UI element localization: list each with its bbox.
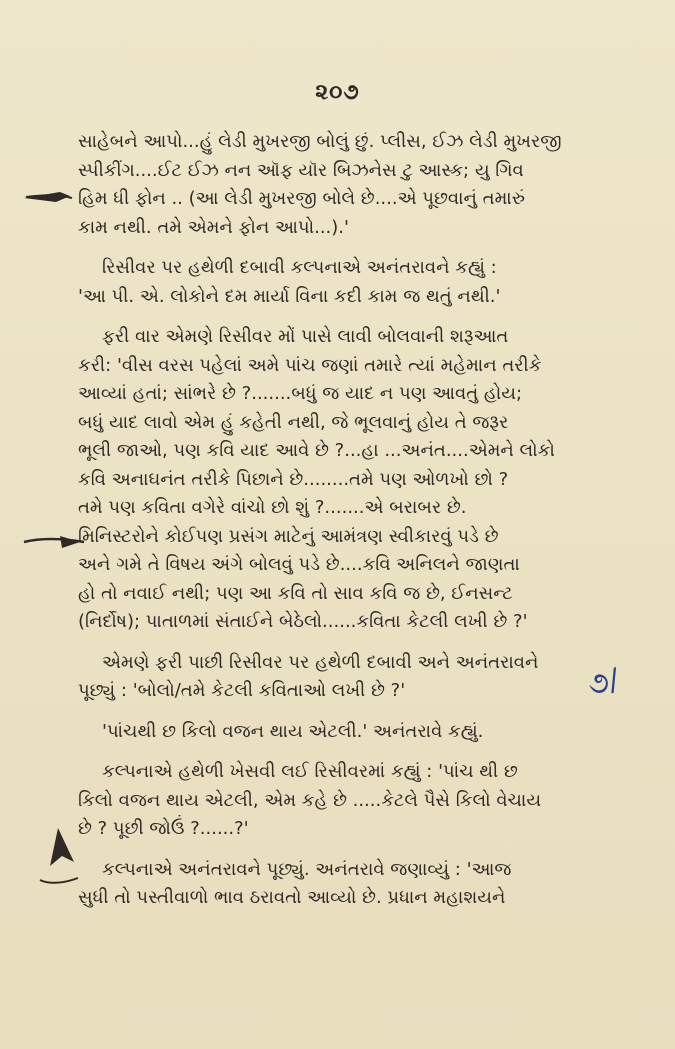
text-line: અને ગમે તે વિષય અંગે બોલવું પડે છે....કવિ અનિલને જાણતા (78, 554, 520, 575)
text-line: હિમ ધી ફોન .. (આ લેડી મુખરજી બોલે છે....એ પૂછવાનું તમારું (78, 188, 525, 209)
text-line: ભૂલી જાઓ, પણ કવિ યાદ આવે છે ?...હા ...અનંત....એમને લોકો (78, 440, 555, 461)
paragraph-long-speech (78, 323, 618, 637)
text-line: હો તો નવાઈ નથી; પણ આ કવિ તો સાવ કવિ જ છે, ઈનસન્ટ (78, 582, 513, 604)
text-line: સ્પીકીંગ....ઈટ ઈઝ નન ઑફ યૉર બિઝનેસ ટુ આસ્ક; યુ ગિવ (78, 159, 524, 181)
text-line: સુધી તો પસ્તીવાળો ભાવ ઠરાવતો આવ્યો છે. પ્રધાન મહાશયને (78, 887, 506, 908)
text-line: કલ્પનાએ હથેળી ખેસવી લઈ રિસીવરમાં કહ્યું : 'પાંચ થી છ (102, 761, 518, 782)
text-line: કરી: 'વીસ વરસ પહેલાં અમે પાંચ જણાં તમારે ત્યાં મહેમાન તરીકે (78, 354, 542, 376)
text-line: તમે પણ કવિતા વગેરે વાંચો છો શું ?.......એ બરાબર છે. (78, 497, 467, 518)
text-line: પૂછ્યું : 'બોલો/તમે કેટલી કવિતાઓ લખી છે ?' (78, 680, 406, 701)
text-line: બધું યાદ લાવો એમ હું કહેતી નથી, જે ભૂલવાનું હોય તે જરૂર (78, 411, 509, 433)
text-line: કલ્પનાએ અનંતરાવને પૂછ્યું. અનંતરાવે જણાવ્યું : 'આજ (102, 858, 512, 880)
margin-annotation-seven: ૭/ (584, 662, 623, 703)
paragraph-answer (78, 718, 618, 747)
paragraph-relay (78, 758, 618, 844)
text-line: (નિર્દોષ); પાતાળમાં સંતાઈને બેઠેલો......કવિતા કેટલી લખી છે ?' (78, 611, 528, 632)
text-line: આવ્યાં હતાં; સાંભરે છે ?.......બધું જ યાદ ન પણ આવતું હોય; (78, 383, 523, 404)
text-line: 'આ પી. એ. લોકોને દમ માર્યા વિના કદી કામ જ થતું નથી.' (78, 285, 501, 307)
text-line: મિનિસ્ટરોને કોઈપણ પ્રસંગ માટેનું આમંત્રણ સ્વીકારવું પડે છે (78, 525, 499, 547)
page-number: ૨૦૭ (315, 80, 360, 105)
text-line: ફરી વાર એમણે રિસીવર મોં પાસે લાવી બોલવાની શરૂઆત (102, 326, 509, 347)
paragraph-question (78, 649, 618, 706)
text-line: 'પાંચથી છ કિલો વજન થાય એટલી.' અનંતરાવે કહ્યું. (102, 720, 484, 742)
text-line: રિસીવર પર હથેળી દબાવી કલ્પનાએ અનંતરાવને કહ્યું : (102, 257, 497, 278)
paragraph-dialogue-lady-mukherji (78, 128, 618, 242)
text-line: કવિ અનાઘનંત તરીકે પિછાને છે........તમે પણ ઓળખો છો ? (78, 468, 509, 490)
text-line: કામ નથી. તમે એમને ફોન આપો...).' (78, 216, 349, 238)
margin-pen-mark-top (22, 186, 82, 226)
text-line: કિલો વજન થાય એટલી, એમ કહે છે .....કેટલે પૈસે કિલો વેચાય (78, 789, 542, 811)
text-line: સાહેબને આપો...હું લેડી મુખરજી બોલું છું. પ્લીસ, ઈઝ લેડી મુખરજી (78, 131, 562, 152)
body-text (78, 128, 618, 925)
text-line: એમણે ફરી પાછી રિસીવર પર હથેળી દબાવી અને અનંતરાવને (102, 651, 539, 673)
paragraph-closing (78, 856, 618, 913)
text-line: છે ? પૂછી જોઉં ?......?' (78, 818, 249, 839)
paragraph-receiver-aside (78, 254, 618, 311)
